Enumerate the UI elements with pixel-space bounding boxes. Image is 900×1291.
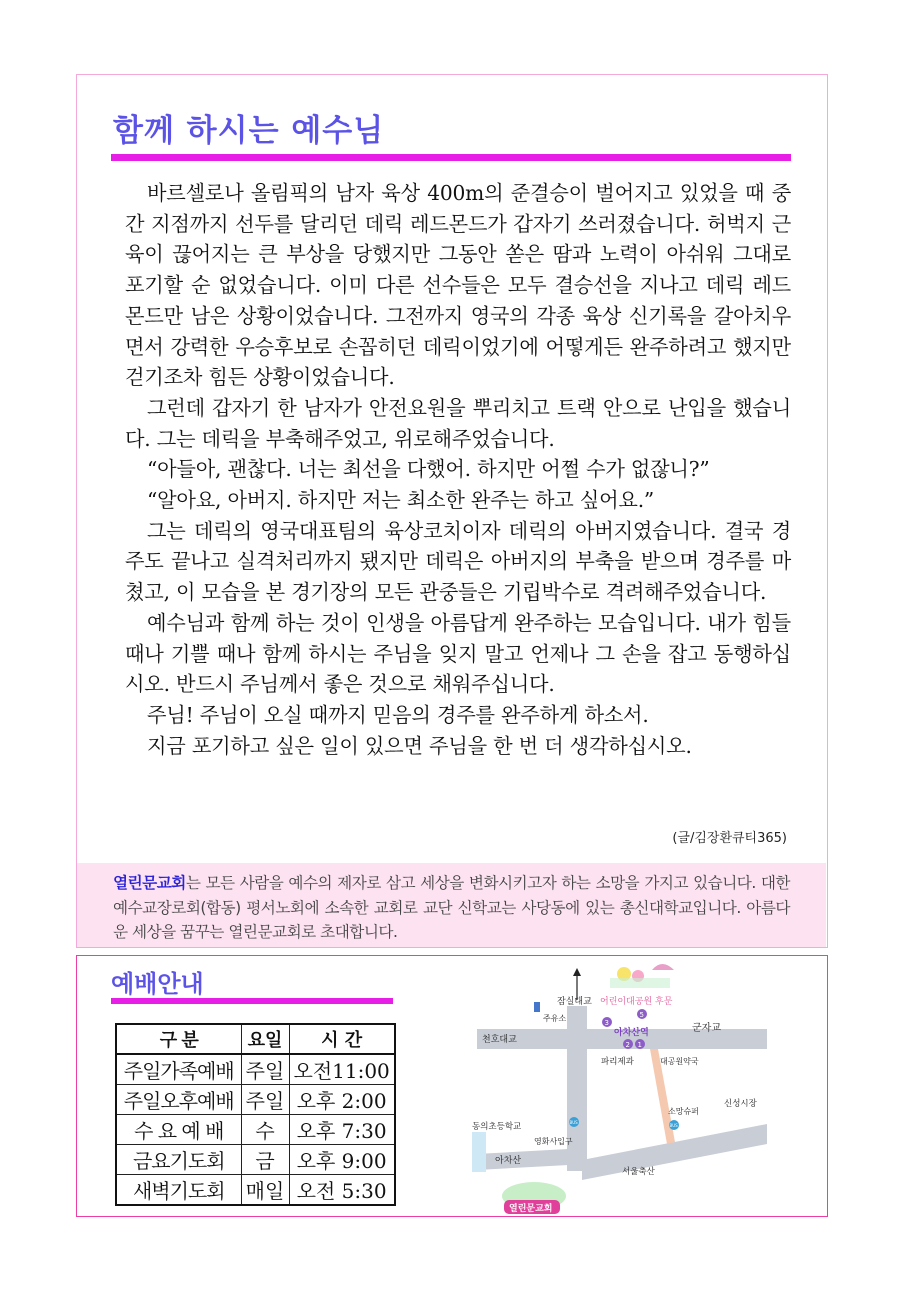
devotional-panel — [76, 74, 828, 948]
article-paragraph: 예수님과 함께 하는 것이 인생을 아름답게 완주하는 모습입니다. 내가 힘들 때나 기쁠 때나 함께 하시는 주님을 잊지 말고 언제나 그 손을 잡고 동행하십시오. 반드시 주님께서 좋은 것으로 채워주십니다. — [125, 610, 791, 697]
label-paris-baguette: 파리제과 — [601, 1057, 634, 1067]
label-dongui-elementary: 동의초등학교 — [472, 1122, 522, 1132]
title-underline — [111, 154, 791, 161]
table-row — [116, 1084, 395, 1114]
service-name: 주일가족예배 — [116, 1054, 241, 1085]
article-paragraph: “알아요, 아버지. 하지만 저는 최소한 완주는 하고 싶어요.” — [147, 488, 655, 513]
label-church: 열린문교회 — [509, 1204, 553, 1214]
article-title: 함께 하시는 예수님 — [113, 113, 385, 149]
main-road-vertical — [567, 1006, 587, 1171]
article-paragraph: 바르셀로나 올림픽의 남자 육상 400m의 준결승이 벌어지고 있었을 때 중간 지점까지 선두를 달리던 데릭 레드몬드가 갑자기 쓰러졌습니다. 허벅지 근육이 끊어지는 큰 부상을 당했지만 그동안 쏟은 땀과 노력이 아쉬워 그대로 포기할 순 없었습니다. 이미 다른 선수들은 모두 결승선을 지나고 데릭 레드몬드만 남은 상황이었습니다. 그전까지 영국의 각종 육상 신기록을 갈아치우면서 강력한 우승후보로 손꼽히던 데릭이었기에 어떻게든 완주하려고 했지만 걷기조차 힘든 상황이었습니다. — [125, 181, 791, 390]
service-time: 오후 7:30 — [289, 1114, 395, 1144]
church-name: 열린문교회 — [113, 874, 186, 892]
service-day: 매일 — [241, 1174, 289, 1205]
label-seoul-livestock: 서울축산 — [622, 1167, 655, 1177]
service-time: 오후 2:00 — [289, 1084, 395, 1114]
worship-title-underline — [111, 998, 393, 1004]
park-strip — [610, 978, 670, 988]
article-paragraph: 그런데 갑자기 한 남자가 안전요원을 뿌리치고 트랙 안으로 난입을 했습니다. 그는 데릭을 부축해주었고, 위로해주었습니다. — [125, 395, 791, 451]
exit-number: 1 — [637, 1041, 642, 1049]
article-paragraph: 주님! 주님이 오실 때까지 믿음의 경주를 완주하게 하소서. — [147, 702, 649, 727]
location-map — [462, 964, 782, 1214]
exit-number: 3 — [604, 1019, 609, 1027]
service-name: 주일오후예배 — [116, 1084, 241, 1114]
header-day: 요일 — [241, 1024, 289, 1054]
service-name: 새벽기도회 — [116, 1174, 241, 1205]
worship-panel — [76, 955, 828, 1217]
exit-number: 2 — [625, 1041, 630, 1049]
label-daegongwon-pharmacy: 대공원약국 — [660, 1057, 699, 1066]
bus-label: BUS — [669, 1123, 678, 1128]
label-younghwa-entrance: 영화사입구 — [534, 1137, 573, 1146]
worship-schedule-table — [115, 1023, 396, 1206]
service-day: 수 — [241, 1114, 289, 1144]
label-gas-station: 주유소 — [543, 1014, 567, 1023]
table-header-row — [116, 1024, 395, 1054]
service-day: 금 — [241, 1144, 289, 1174]
school-block — [472, 1132, 486, 1172]
service-name: 수 요 예 배 — [116, 1114, 241, 1144]
label-jamsil-bridge: 잠실대교 — [557, 997, 592, 1007]
bus-label: BUS — [569, 1120, 578, 1125]
worship-title: 예배안내 — [111, 970, 204, 998]
article-credit: (글/김장환큐티365) — [672, 831, 787, 846]
church-intro — [77, 863, 826, 947]
header-time: 시 간 — [289, 1024, 395, 1054]
table-row — [116, 1114, 395, 1144]
service-time: 오후 9:00 — [289, 1144, 395, 1174]
label-sinseong-market: 신성시장 — [724, 1099, 757, 1109]
article-paragraph: 지금 포기하고 싶은 일이 있으면 주님을 한 번 더 생각하십시오. — [147, 733, 692, 758]
umbrella-icon — [652, 964, 674, 970]
article-paragraph: 그는 데릭의 영국대표팀의 육상코치이자 데릭의 아버지였습니다. 결국 경주도 끝나고 실격처리까지 됐지만 데릭은 아버지의 부축을 받으며 경주를 마쳤고, 이 모습을 본 경기장의 모든 관중들은 기립박수로 격려해주었습니다. — [125, 518, 791, 605]
table-row — [116, 1174, 395, 1205]
article-paragraph: “아들아, 괜찮다. 너는 최선을 다했어. 하지만 어쩔 수가 없잖니?” — [147, 457, 710, 482]
article-body — [125, 178, 791, 761]
header-category: 구 분 — [116, 1024, 241, 1054]
exit-number: 5 — [639, 1011, 644, 1019]
gas-station-icon — [534, 1002, 540, 1012]
label-achasan: 아차산 — [495, 1156, 522, 1166]
label-somang-super: 소망슈퍼 — [668, 1107, 699, 1116]
label-cheonho-bridge: 천호대교 — [482, 1035, 517, 1045]
table-row — [116, 1144, 395, 1174]
label-gunja-bridge: 군자교 — [692, 1023, 721, 1034]
service-time: 오전11:00 — [289, 1054, 395, 1085]
service-day: 주일 — [241, 1054, 289, 1085]
lower-road — [582, 1124, 767, 1180]
table-row — [116, 1054, 395, 1085]
service-time: 오전 5:30 — [289, 1174, 395, 1205]
church-intro-text: 는 모든 사람을 예수의 제자로 삼고 세상을 변화시키고자 하는 소망을 가지고 있습니다. 대한예수교장로회(합동) 평서노회에 소속한 교회로 교단 신학교는 사당동에 있는 총신대학교입니다. 아름다운 세상을 꿈꾸는 열린문교회로 초대합니다. — [113, 874, 790, 941]
north-arrow-head — [573, 968, 581, 976]
service-day: 주일 — [241, 1084, 289, 1114]
label-achasan-station: 아차산역 — [614, 1028, 649, 1038]
label-children-park-gate: 어린이대공원 후문 — [600, 997, 673, 1007]
service-name: 금요기도회 — [116, 1144, 241, 1174]
